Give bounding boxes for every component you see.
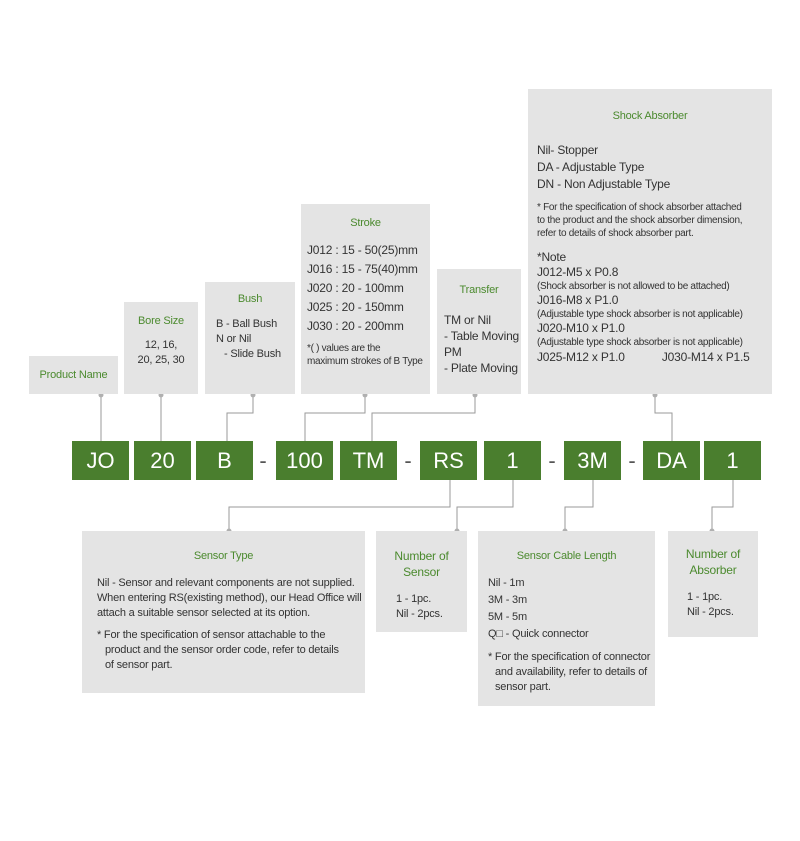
bore-size-title: Bore Size [138, 315, 184, 327]
code-1-sensor: 1 [484, 441, 541, 480]
transfer-line-1: TM or Nil [444, 312, 491, 327]
bore-size-line-2: 20, 25, 30 [137, 353, 185, 366]
shock-spec-note-1: * For the specification of shock absorber attached [537, 201, 742, 213]
stroke-line-5: J030 : 20 - 200mm [307, 318, 404, 333]
bush-title: Bush [237, 293, 263, 305]
sensor-cable-line-4: Q□ - Quick connector [488, 627, 589, 640]
shock-absorber-line-1: Nil- Stopper [537, 142, 598, 157]
transfer-title: Transfer [459, 284, 499, 296]
shock-absorber-title: Shock Absorber [612, 110, 688, 122]
sensor-cable-note-2: and availability, refer to details of [495, 665, 647, 678]
shock-note-j012: J012-M5 x P0.8 [537, 264, 619, 279]
number-of-sensor-line-1: 1 - 1pc. [396, 593, 432, 606]
number-of-sensor-line-2: Nil - 2pcs. [396, 608, 443, 621]
code-1-absorber: 1 [704, 441, 761, 480]
code-3m: 3M [564, 441, 621, 480]
transfer-line-4: - Plate Moving [444, 360, 518, 375]
shock-note-j012-sub: (Shock absorber is not allowed to be attached) [537, 280, 730, 292]
code-b: B [196, 441, 253, 480]
sensor-type-line-3: attach a suitable sensor selected at its option. [97, 606, 310, 619]
shock-note-title: *Note [537, 249, 567, 264]
stroke-line-4: J025 : 20 - 150mm [307, 299, 404, 314]
number-of-absorber-line-2: Nil - 2pcs. [687, 606, 734, 619]
number-of-absorber-line-1: 1 - 1pc. [687, 591, 723, 604]
shock-absorber-line-3: DN - Non Adjustable Type [537, 176, 671, 191]
product-name-box [29, 356, 118, 394]
shock-spec-note-3: refer to details of shock absorber part. [537, 227, 694, 239]
sensor-type-note-2: product and the sensor order code, refer to details [105, 644, 339, 657]
bush-box [205, 282, 295, 394]
shock-note-j025: J025-M12 x P1.0 [537, 349, 625, 364]
product-name-title: Product Name [39, 368, 108, 381]
code-100: 100 [276, 441, 333, 480]
stroke-line-1: J012 : 15 - 50(25)mm [307, 242, 418, 257]
bore-size-box [124, 302, 198, 394]
transfer-line-3: PM [444, 344, 462, 359]
number-of-absorber-title-2: Absorber [689, 563, 737, 578]
sensor-cable-length-box [478, 531, 655, 706]
sensor-cable-line-2: 3M - 3m [488, 593, 527, 606]
bush-line-2: N or Nil [216, 332, 252, 345]
code-jo: JO [72, 441, 129, 480]
dash-1: - [259, 447, 267, 473]
bore-size-line-1: 12, 16, [144, 338, 178, 351]
sensor-cable-line-3: 5M - 5m [488, 610, 527, 623]
transfer-box [437, 269, 521, 394]
shock-absorber-line-2: DA - Adjustable Type [537, 159, 645, 174]
stroke-box [301, 204, 430, 394]
number-of-absorber-box [668, 531, 758, 637]
sensor-type-title: Sensor Type [193, 550, 254, 562]
code-rs: RS [420, 441, 477, 480]
dash-3: - [548, 447, 556, 473]
number-of-sensor-box [376, 531, 467, 632]
stroke-line-2: J016 : 15 - 75(40)mm [307, 261, 418, 276]
shock-absorber-box [528, 89, 772, 394]
number-of-sensor-title-2: Sensor [403, 565, 440, 580]
bush-line-1: B - Ball Bush [216, 317, 277, 330]
stroke-note-2: maximum strokes of B Type [307, 355, 423, 367]
code-da: DA [643, 441, 700, 480]
sensor-cable-note-3: sensor part. [495, 680, 551, 693]
shock-note-j016: J016-M8 x P1.0 [537, 292, 619, 307]
shock-note-j020-sub: (Adjustable type shock absorber is not applicable) [537, 336, 743, 348]
bush-line-3: - Slide Bush [224, 347, 281, 360]
sensor-type-note-1: * For the specification of sensor attachable to the [97, 629, 326, 642]
transfer-line-2: - Table Moving [444, 328, 520, 343]
shock-note-j030: J030-M14 x P1.5 [661, 349, 750, 364]
sensor-type-box [82, 531, 365, 693]
stroke-note-1: *( ) values are the [307, 342, 381, 354]
shock-note-j016-sub: (Adjustable type shock absorber is not applicable) [537, 308, 743, 320]
number-of-absorber-title-1: Number of [685, 547, 741, 561]
shock-note-j020: J020-M10 x P1.0 [537, 320, 625, 335]
code-20: 20 [134, 441, 191, 480]
sensor-cable-note-1: * For the specification of connector [488, 650, 651, 663]
code-tm: TM [340, 441, 397, 480]
sensor-type-note-3: of sensor part. [105, 659, 173, 672]
dash-2: - [404, 447, 412, 473]
shock-spec-note-2: to the product and the shock absorber dimension, [537, 214, 743, 226]
stroke-title: Stroke [350, 217, 381, 229]
dash-4: - [628, 447, 636, 473]
sensor-cable-line-1: Nil - 1m [488, 576, 525, 589]
sensor-type-line-1: Nil - Sensor and relevant components are not supplied. [97, 576, 355, 589]
number-of-sensor-title-1: Number of [394, 549, 449, 563]
stroke-line-3: J020 : 20 - 100mm [307, 280, 404, 295]
sensor-cable-length-title: Sensor Cable Length [516, 550, 617, 562]
sensor-type-line-2: When entering RS(existing method), our Head Office will [97, 591, 362, 604]
